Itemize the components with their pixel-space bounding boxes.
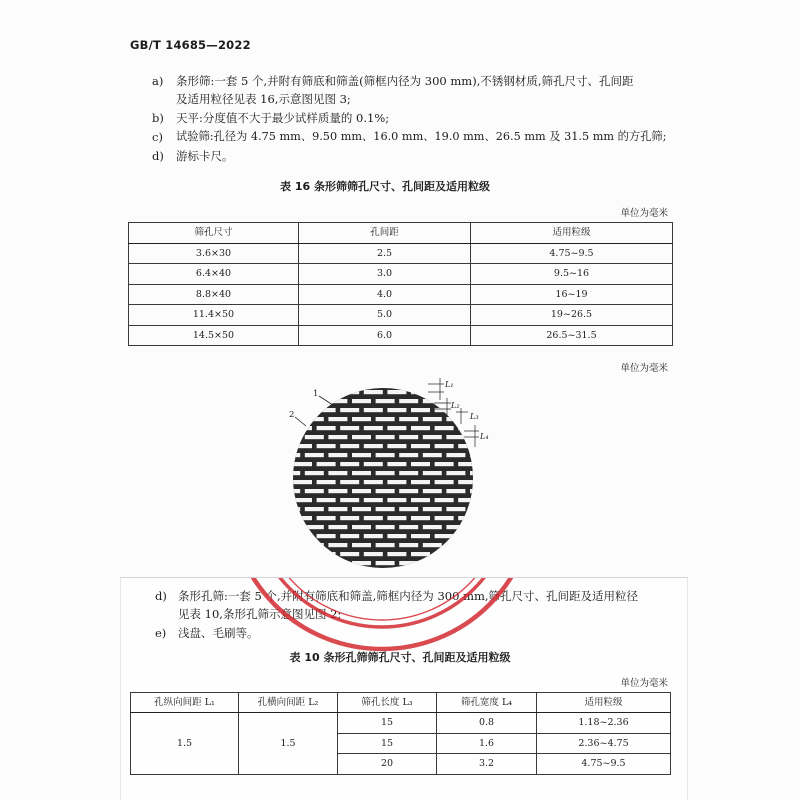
sieve-slot [293,462,312,466]
table-cell: 15 [338,713,437,734]
sieve-slot [340,480,359,484]
sieve-slot [305,471,324,475]
sieve-slot [387,480,406,484]
table-cell: 3.0 [299,264,471,284]
sieve-slot [364,552,383,556]
sieve-slot [328,399,347,403]
sieve-slot [305,507,324,511]
table-header-row [131,693,671,713]
sieve-slot [305,399,324,403]
table-cell: 14.5×50 [129,325,299,345]
table-cell: 9.5~16 [471,264,673,284]
sieve-slot [411,552,430,556]
sieve-slot [399,435,418,439]
sieve-slot [340,516,359,520]
table-row [129,325,673,345]
table-row [129,264,673,284]
table-10-title: 表 10 条形孔筛筛孔尺寸、孔间距及适用粒级 [289,651,511,664]
item-label: b) [152,111,164,125]
sieve-slot [411,426,430,430]
merged-cell-longitudinal-spacing: 1.5 [131,713,239,775]
sieve-slot [411,462,430,466]
sieve-slot [470,507,489,511]
sieve-slot [352,435,371,439]
sieve-slot [446,453,465,457]
sieve-slot [411,534,430,538]
table-cell: 19~26.5 [471,305,673,325]
item-text-line: 浅盘、毛刷等。 [178,626,259,640]
sieve-slot [435,516,454,520]
table-cell: 26.5~31.5 [471,325,673,345]
sieve-slot [270,480,288,484]
sieve-slot [435,426,454,430]
sieve-slot [376,435,395,439]
table-header-row [129,223,673,244]
table-cell: 8.8×40 [129,284,299,304]
sieve-slot [305,435,324,439]
table-row [131,713,671,734]
table-cell: 15 [338,733,437,754]
sieve-slot [470,525,489,529]
table-16 [128,222,673,346]
sieve-slot [281,507,300,511]
dimension-label-l2: L₂ [451,401,460,410]
sieve-slot [458,534,477,538]
sieve-slot [435,498,454,502]
sieve-slot [458,390,477,394]
sieve-slot [423,453,442,457]
table-cell: 3.2 [437,754,537,775]
sieve-slot [270,516,288,520]
sieve-slot [293,516,312,520]
sieve-slot [293,426,312,430]
sieve-slot [270,498,288,502]
sieve-slot [411,444,430,448]
sieve-slot [352,453,371,457]
sieve-slot [293,534,312,538]
sieve-slot [270,462,288,466]
sieve-slot [423,525,442,529]
sieve-slot [317,444,336,448]
sieve-slot [399,417,418,421]
figure-unit: 单位为毫米 [620,363,668,374]
sieve-slot [411,480,430,484]
sieve-slot [411,408,430,412]
sieve-slot [399,543,418,547]
sieve-slot [352,507,371,511]
sieve-slot [305,417,324,421]
sieve-slot [376,453,395,457]
table-cell: 2.5 [299,244,471,264]
sieve-slot [399,399,418,403]
sieve-slot [364,480,383,484]
merged-cell-transverse-spacing: 1.5 [239,713,338,775]
sieve-slot [399,525,418,529]
sieve-slot [423,471,442,475]
sieve-slot [352,543,371,547]
sieve-slot [376,507,395,511]
sieve-slot [376,471,395,475]
sieve-slot [317,534,336,538]
sieve-slot [364,462,383,466]
sieve-slot [376,417,395,421]
sieve-slot [328,543,347,547]
sieve-slot [340,498,359,502]
sieve-slot [423,399,442,403]
sieve-slot [328,525,347,529]
sieve-slot [399,489,418,493]
sieve-slot [435,480,454,484]
item-text-line: 及适用粒径见表 16,示意图见图 3; [176,92,351,106]
sieve-slot [458,462,477,466]
header-cell-hole-spacing: 孔间距 [299,223,471,244]
sieve-slot [399,471,418,475]
sieve-slot [317,516,336,520]
table-16-unit: 单位为毫米 [620,208,668,219]
sieve-slot [470,489,489,493]
sieve-slot [423,489,442,493]
header-cell-slot-width: 筛孔宽度 L₄ [437,693,537,713]
sieve-slot [458,552,477,556]
standard-code: GB/T 14685—2022 [130,38,251,52]
item-text-line: 试验筛:孔径为 4.75 mm、9.50 mm、16.0 mm、19.0 mm、26.5 mm 及 31.5 mm 的方孔筛; [176,130,667,143]
callout-1-label: 1 [313,389,319,399]
sieve-slot [411,498,430,502]
slotted-sieve-diagram [270,370,510,575]
sieve-slot [470,399,489,403]
sieve-slot [293,498,312,502]
header-cell-size-fraction: 适用粒级 [471,223,673,244]
sieve-slot [423,507,442,511]
sieve-slot [281,489,300,493]
header-cell-longitudinal-spacing: 孔纵向间距 L₁ [131,693,239,713]
sieve-slot [387,462,406,466]
sieve-slot [293,444,312,448]
sieve-slot [352,525,371,529]
sieve-slot [317,426,336,430]
sieve-slot [376,561,395,565]
sieve-slot [352,399,371,403]
table-cell: 4.0 [299,284,471,304]
sieve-slot [446,561,465,565]
sieve-slot [387,408,406,412]
sieve-slot [364,444,383,448]
sieve-slot [435,462,454,466]
sieve-slot [352,489,371,493]
sieve-slot [435,552,454,556]
table-cell: 16~19 [471,284,673,304]
sieve-slot [328,507,347,511]
table-10-unit: 单位为毫米 [620,678,668,689]
sieve-slot [423,561,442,565]
sieve-slot [446,489,465,493]
sieve-slot [328,489,347,493]
item-label: e) [155,626,167,640]
sieve-slot [317,408,336,412]
sieve-slot [376,399,395,403]
table-cell: 4.75~9.5 [471,244,673,264]
sieve-slot [317,390,336,394]
sieve-slot [364,426,383,430]
sieve-slot [270,444,288,448]
sieve-slot [328,471,347,475]
sieve-slot [387,444,406,448]
sieve-slot [305,489,324,493]
header-cell-slot-length: 筛孔长度 L₃ [338,693,437,713]
sieve-slot [340,408,359,412]
sieve-slot [446,417,465,421]
sieve-slot [446,471,465,475]
sieve-slot [340,444,359,448]
callout-2-leader [295,417,306,426]
sieve-slot [411,390,430,394]
sieve-slot [281,399,300,403]
sieve-slot [411,516,430,520]
callout-2-label: 2 [289,410,295,420]
sieve-slot [293,552,312,556]
sieve-slot [423,435,442,439]
sieve-slot [293,408,312,412]
sieve-slot [281,543,300,547]
sieve-slot [328,435,347,439]
sieve-slot [364,534,383,538]
sieve-slot [281,525,300,529]
table-cell: 1.6 [437,733,537,754]
sieve-slot [364,408,383,412]
sieve-slot [270,390,288,394]
header-cell-transverse-spacing: 孔横向间距 L₂ [239,693,338,713]
item-text-line: 见表 10,条形孔筛示意图见图 2; [178,607,342,621]
callout-1-leader [319,396,336,407]
sieve-slot [435,534,454,538]
sieve-slot [317,498,336,502]
sieve-slot [446,525,465,529]
sieve-slot [458,498,477,502]
sieve-slot [352,417,371,421]
table-cell: 0.8 [437,713,537,734]
sieve-slot [293,480,312,484]
sieve-slot [281,561,300,565]
sieve-slot [458,426,477,430]
table-cell: 3.6×30 [129,244,299,264]
sieve-slot [281,435,300,439]
item-label: d) [155,589,167,603]
sieve-slot [270,552,288,556]
item-text-line: 游标卡尺。 [176,149,234,163]
table-16-title: 表 16 条形筛筛孔尺寸、孔间距及适用粒级 [280,180,490,193]
sieve-slot [470,453,489,457]
sieve-slot [328,561,347,565]
sieve-slot [399,507,418,511]
sieve-slot [305,453,324,457]
table-cell: 11.4×50 [129,305,299,325]
sieve-slot [376,525,395,529]
sieve-slot [470,543,489,547]
item-label: c) [152,130,163,144]
sieve-slot [387,390,406,394]
table-cell: 6.0 [299,325,471,345]
sieve-slot [281,471,300,475]
sieve-slot [317,552,336,556]
table-cell: 4.75~9.5 [537,754,671,775]
sieve-slot [352,561,371,565]
dimension-label-l1: L₁ [445,380,454,389]
sieve-slot [270,534,288,538]
sieve-slot [387,516,406,520]
sieve-slot [305,561,324,565]
table-cell: 2.36~4.75 [537,733,671,754]
table-cell: 5.0 [299,305,471,325]
item-text-line: 条形孔筛:一套 5 个,并附有筛底和筛盖,筛框内径为 300 mm,筛孔尺寸、孔间距及适用粒径 [178,589,639,603]
sieve-slot [458,480,477,484]
sieve-slot [458,516,477,520]
sieve-slot [376,489,395,493]
sieve-slot [423,417,442,421]
table-10 [130,692,671,775]
table-cell: 6.4×40 [129,264,299,284]
sieve-slot [270,408,288,412]
sieve-slot [446,507,465,511]
sieve-slot [387,534,406,538]
sieve-slot [340,426,359,430]
sieve-slot [435,444,454,448]
sieve-slot [340,552,359,556]
sieve-slot [387,498,406,502]
sieve-slot [340,462,359,466]
table-row [129,284,673,304]
sieve-slot [387,426,406,430]
sieve-slot [364,498,383,502]
sieve-slot [364,390,383,394]
sieve-slot [376,543,395,547]
sieve-slot [399,453,418,457]
sieve-slot [328,453,347,457]
table-cell: 20 [338,754,437,775]
sieve-slot [458,444,477,448]
sieve-slot [364,516,383,520]
item-label: a) [152,74,164,88]
header-cell-size-fraction: 适用粒级 [537,693,671,713]
sieve-slot [399,561,418,565]
sieve-slot [446,435,465,439]
table-row [129,244,673,264]
item-text-line: 天平:分度值不大于最少试样质量的 0.1%; [176,111,390,125]
header-cell-aperture-size: 筛孔尺寸 [129,223,299,244]
sieve-slot [423,543,442,547]
sieve-slot [305,525,324,529]
sieve-slot [305,543,324,547]
sieve-slot [270,426,288,430]
item-text-line: 条形筛:一套 5 个,并附有筛底和筛盖(筛框内径为 300 mm),不锈钢材质,筛孔尺寸、孔间距 [176,74,634,88]
sieve-slot [387,552,406,556]
sieve-slot [340,390,359,394]
item-label: d) [152,149,164,163]
sieve-slot [470,471,489,475]
dimension-label-l4: L₄ [480,432,489,441]
sieve-slot [446,543,465,547]
sieve-slot [352,471,371,475]
sieve-slot [340,534,359,538]
sieve-slot [317,480,336,484]
sieve-plate [293,388,473,568]
table-cell: 1.18~2.36 [537,713,671,734]
dimension-label-l3: L₃ [470,412,479,421]
sieve-slot [470,561,489,565]
table-row [129,305,673,325]
sieve-slot [317,462,336,466]
sieve-slot [328,417,347,421]
sieve-slot [293,390,312,394]
sieve-slot [281,453,300,457]
